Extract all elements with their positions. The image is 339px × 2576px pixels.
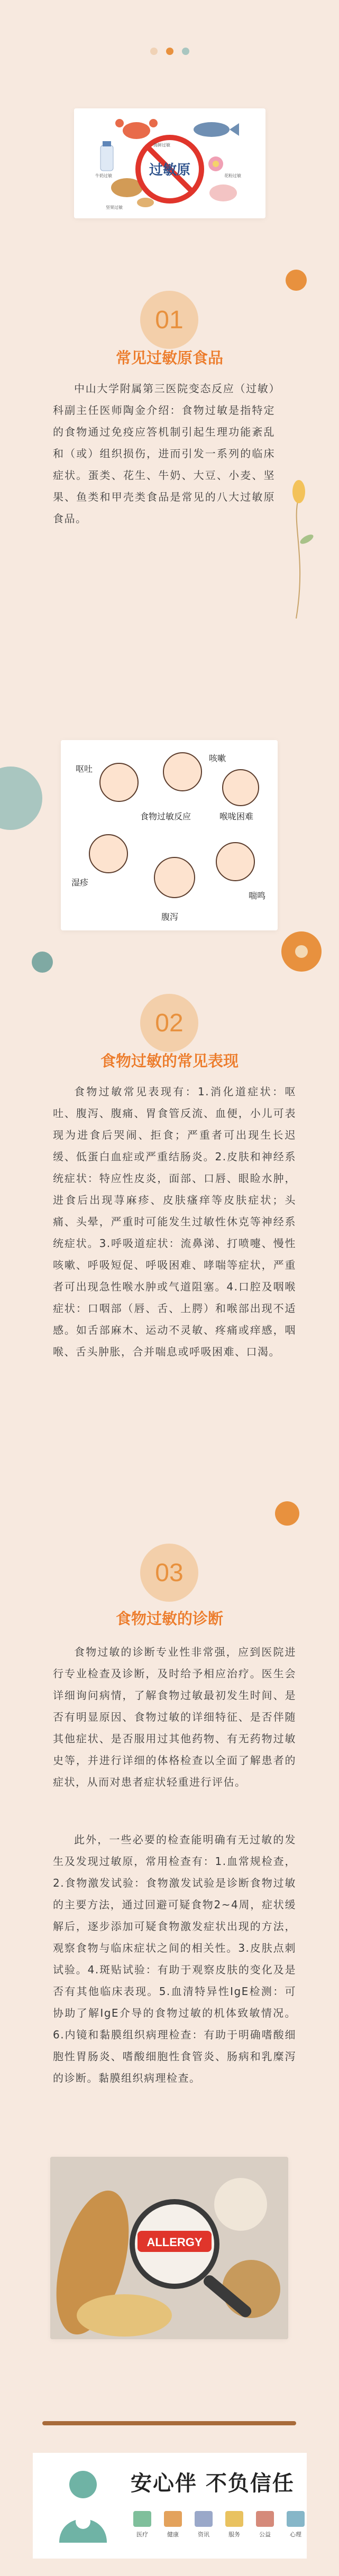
nav-label-5: 公益 — [259, 2531, 271, 2538]
decor-circle-teal — [0, 767, 42, 830]
section-3-badge — [140, 1544, 198, 1602]
nav-label-1: 医疗 — [136, 2531, 148, 2538]
footer-nav-item-6[interactable] — [284, 2511, 307, 2538]
footer-slogan: 安心伴 不负信任 — [131, 2471, 295, 2496]
cartoon-label-throat: 喉咙困难 — [219, 811, 254, 821]
food-label-pollen: 花粉过敏 — [224, 173, 241, 178]
footer-nav-item-5[interactable] — [253, 2511, 277, 2538]
decor-circle-orange — [286, 270, 307, 291]
section-3-paragraph-1: 食物过敏的诊断专业性非常强，应到医院进行专业检查及诊断，及时给予相应治疗。医生会详细询问病情，了解食物过敏最初发生时间、是否有明显原因、食物过敏的详细特征、是否伴随其他症状、是否服用过其他药物、有无药物过敏史等，并进行详细的体格检查以全面了解患者的症状，从而对患者症状轻重进行评估。 — [53, 1646, 296, 1788]
section-2-number: 02 — [155, 1009, 184, 1037]
nav-icon-5 — [256, 2511, 274, 2527]
footer-nav-item-4[interactable] — [223, 2511, 246, 2538]
nav-icon-4 — [225, 2511, 243, 2527]
section-3-paragraph-2: 此外，一些必要的检查能明确有无过敏的发生及发现过敏原，常用检查有：1.血常规检查，2.食物激发试验：食物激发试验是诊断食物过敏的主要方法，通过回避可疑食物2~4周，症状缓解后，逐步添加可疑食物激发症状出现的方法，观察食物与临床症状之间的相关性。3.皮肤点刺试验。4.斑贴试验：有助于观察皮肤的变化及是否有其他临床表现。5.血清特异性IgE检测：可协助了解IgE介导的食物过敏的机体致敏情况。6.内镜和黏膜组织病理检查：有助于明确嗜酸细胞性胃肠炎、嗜酸细胞性食管炎、肠病和乳糜泻的诊断。黏膜组织病理检查。 — [53, 1833, 296, 2084]
section-1-paragraph: 中山大学附属第三医院变态反应（过敏）科副主任医师陶金介绍：食物过敏是指特定的食物通过免疫应答机制引起生理功能紊乱和（或）组织损伤，进而引发一系列的临床症状。蛋类、花生、牛奶、大豆、小麦、坚果、鱼类和甲壳类食品是常见的八大过敏原食品。 — [53, 382, 275, 525]
allergy-photo-svg — [50, 2157, 288, 2339]
nav-label-4: 服务 — [228, 2531, 240, 2538]
nav-label-3: 资讯 — [198, 2531, 209, 2538]
allergen-illustration-svg — [74, 108, 265, 218]
footer-nav-item-3[interactable] — [192, 2511, 215, 2538]
top-dots — [0, 48, 339, 55]
symptoms-cartoon — [61, 740, 278, 930]
section-1-badge — [140, 291, 198, 349]
footer-nav — [131, 2511, 307, 2538]
cartoon-label-diarrhea: 腹泻 — [161, 912, 179, 922]
section-1-title: 常见过敏原食品 — [115, 349, 223, 367]
allergen-illustration — [74, 108, 265, 218]
section-3-number: 03 — [155, 1559, 184, 1587]
cartoon-label-cough: 咳嗽 — [209, 753, 226, 763]
section-3-title: 食物过敏的诊断 — [115, 1610, 223, 1628]
nav-label-2: 健康 — [167, 2531, 179, 2538]
nav-icon-3 — [195, 2511, 213, 2527]
dot-1 — [150, 48, 158, 55]
flower-decoration-icon — [280, 476, 317, 624]
food-label-seafood: 海鲜过敏 — [153, 143, 170, 147]
section-2-paragraph: 食物过敏常见表现有：1.消化道症状：呕吐、腹泻、腹痛、胃食管反流、血便，小儿可表现为进食后哭闹、拒食；严重者可出现生长迟缓、低蛋白血症或严重结肠炎。2.皮肤和神经系统症状：特应性皮炎，面部、口唇、眼睑水肿，进食后出现荨麻疹、皮肤瘙痒等皮肤症状；头痛、头晕，严重时可能发生过敏性休克等神经系统症状。3.呼吸道症状：流鼻涕、打喷嚏、慢性咳嗽、呼吸短促、呼吸困难、哮喘等症状，严重者可出现急性喉水肿或气道阻塞。4.口腔及咽喉症状：口咽部（唇、舌、上腭）和喉部出现不适感。如舌部麻木、运动不灵敏、疼痛或痒感，咽喉、舌头肿胀，合并喘息或呼吸困难、口渴。 — [53, 1085, 296, 1358]
symptoms-cartoon-svg — [61, 740, 278, 930]
flower-badge-icon — [280, 930, 323, 973]
dot-3 — [182, 48, 189, 55]
cartoon-label-vomit: 呕吐 — [76, 764, 93, 774]
decor-circle-orange-2 — [275, 1501, 299, 1526]
animal-icon — [209, 184, 237, 201]
logo-icon — [49, 2463, 117, 2548]
food-label-nuts: 坚果过敏 — [106, 205, 123, 210]
decor-circle-teal-2 — [32, 952, 53, 973]
section-2-badge — [140, 994, 198, 1052]
flower-icon — [208, 156, 223, 171]
nav-icon-6 — [287, 2511, 305, 2527]
footer-banner — [33, 2453, 307, 2559]
nav-icon-1 — [133, 2511, 151, 2527]
allergy-label: ALLERGY — [146, 2236, 203, 2249]
milk-bottle-icon — [100, 141, 113, 171]
cartoon-label-reaction: 食物过敏反应 — [140, 811, 191, 821]
cartoon-label-wheeze: 喘鸣 — [249, 891, 266, 901]
section-1-number: 01 — [155, 306, 184, 334]
section-2-title: 食物过敏的常见表现 — [100, 1052, 239, 1070]
divider-bar — [42, 2421, 296, 2425]
allergy-photo — [50, 2157, 288, 2339]
footer-nav-item-2[interactable] — [161, 2511, 185, 2538]
dot-2 — [166, 48, 173, 55]
nav-icon-2 — [164, 2511, 182, 2527]
nav-label-6: 心理 — [290, 2531, 301, 2538]
footer-nav-item-1[interactable] — [131, 2511, 154, 2538]
banner-text: 过敏原 — [149, 162, 191, 178]
food-label-milk: 牛奶过敏 — [95, 173, 112, 178]
cartoon-label-eczema: 湿疹 — [71, 878, 89, 888]
